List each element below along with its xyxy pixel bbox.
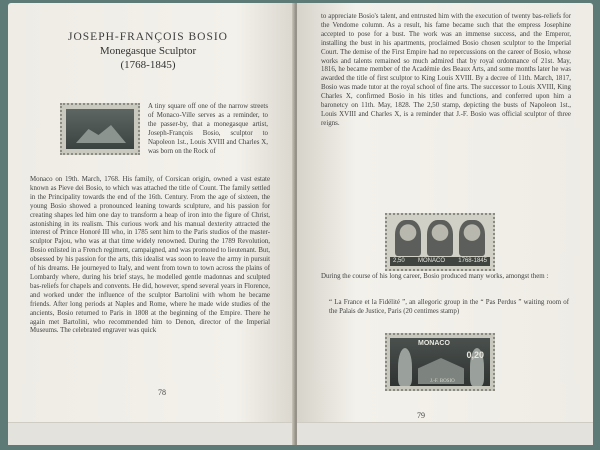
mountain-shape	[76, 123, 126, 143]
right-page	[297, 3, 593, 445]
page-edge-band	[297, 422, 593, 445]
main-paragraph: Monaco on 19th. March, 1768. His family, of Corsican origin, owned a vast estate known as Pieve dei Bosio, to which was attached the title of Count. The family settled in the Principality towards the end of the 16th. Century. From the age of sixteen, the young Bosio showed a pronounced leaning towards sculpture, and his passion for creating shapes led him one day to transform a heap of iron into the figure of Christ, astonishing in its realism. This curious work and his manual dexterity attracted the interest of Prince Honoré III who, in 1785 sent him to the Paris studios of the master-sculptor Pajou, who was at that time widely renowned. During the 1789 Revolution, Bosio enlisted in a French regiment, campaigned, and was promoted to lieutenant. But, obsessed by his passion for the arts, this idealist was soon to leave the army in pursuit of his dreams. He journeyed to Italy, and went from town to town across the plains of Lombardy where, during his brief stays, he modelled gentle madonnas and sculpted bas-reliefs for chapels and convents. He did, however, spend several years in Florence, and worked under the influence of the sculptor Bartolini with whom he became friends. After long periods at Naples and Rome, where he made wide studies of the ancients, Bosio returned to Paris in 1808 at the beginning of the Empire. There he again met Bartolini, who recommended him to Denon, director of the Imperial Museums. The celebrated engraver was quick	[30, 176, 270, 335]
stamp-strip	[390, 257, 490, 266]
stamp-image	[390, 338, 490, 386]
author-heading: JOSEPH-FRANÇOIS BOSIO	[68, 31, 228, 43]
stamp-country: MONACO	[417, 258, 445, 264]
bust-napoleon	[395, 220, 421, 256]
stamp-value: 2,50	[393, 258, 405, 264]
page-number-right: 79	[417, 411, 425, 420]
top-paragraph: to appreciate Bosio's talent, and entrusted him with the execution of twenty bas-reliefs for the Vendome column. As a result, his fame became such that the empress Josephine accepted to pose for a bust. The work was an immense success, and the Emperor, installing the bust in his apartments, proclaimed Bosio chosen sculptor to the Imperial Court. The demise of the First Empire had no repercussions on the career of Bosio, whose works and talents remained so much admired that by royal ordonnance of 21st. May, 1816, he became member of the Académie des Beaux Arts, and some months later he was awarded the title of first sculptor to King Louis XVIII. By a decree of 11th. March, 1817, Bosio was made tutor at the royal school of fine arts. The successor to Louis XVIII, King Charles X, confirmed Bosio in his titles and functions, and conferred upon him a baronetcy on 11th. May, 1828. The 2,50 stamp, depicting the busts of Napoleon 1st., Louis XVIII and Charles X, is a reminder that J.-F. Bosio was official sculptor of three reigns.	[321, 13, 571, 127]
stamp-value: 0,20	[466, 350, 484, 360]
bust-charles-x	[459, 220, 485, 256]
busts-stamp-icon	[385, 213, 495, 271]
stamp-country: MONACO	[418, 340, 450, 347]
dates-heading: (1768-1845)	[120, 59, 176, 71]
chapter-title-block	[28, 31, 268, 71]
statue-figure-left	[398, 348, 412, 386]
mountain-landscape-stamp-icon	[60, 103, 140, 155]
works-quote-paragraph: “ La France et la Fidélité ”, an allegoric group in the “ Pas Perdus ” waiting room of the Palais de Justice, Paris (20 centimes stamp)	[329, 299, 569, 315]
left-page	[8, 3, 294, 445]
page-edge-band	[8, 422, 294, 445]
stamp-caption: J.-F. BOSIO	[430, 379, 455, 384]
open-book	[8, 3, 593, 448]
subtitle-heading: Monegasque Sculptor	[99, 45, 197, 57]
page-number-left: 78	[158, 388, 166, 397]
palais-stamp-icon	[385, 333, 495, 391]
works-intro-paragraph: During the course of his long career, Bosio produced many works, amongst them :	[321, 273, 549, 280]
intro-paragraph: A tiny square off one of the narrow streets of Monaco-Ville serves as a reminder, to the passer-by, that a monegasque artist, Joseph-François Bosio, sculptor to Napoleon 1st., Louis XVIII and Charles X, was born on the Rock of	[148, 103, 268, 155]
stamp-years: 1768-1845	[458, 258, 487, 264]
stamp-image	[66, 109, 134, 149]
bust-louis-xviii	[427, 220, 453, 256]
